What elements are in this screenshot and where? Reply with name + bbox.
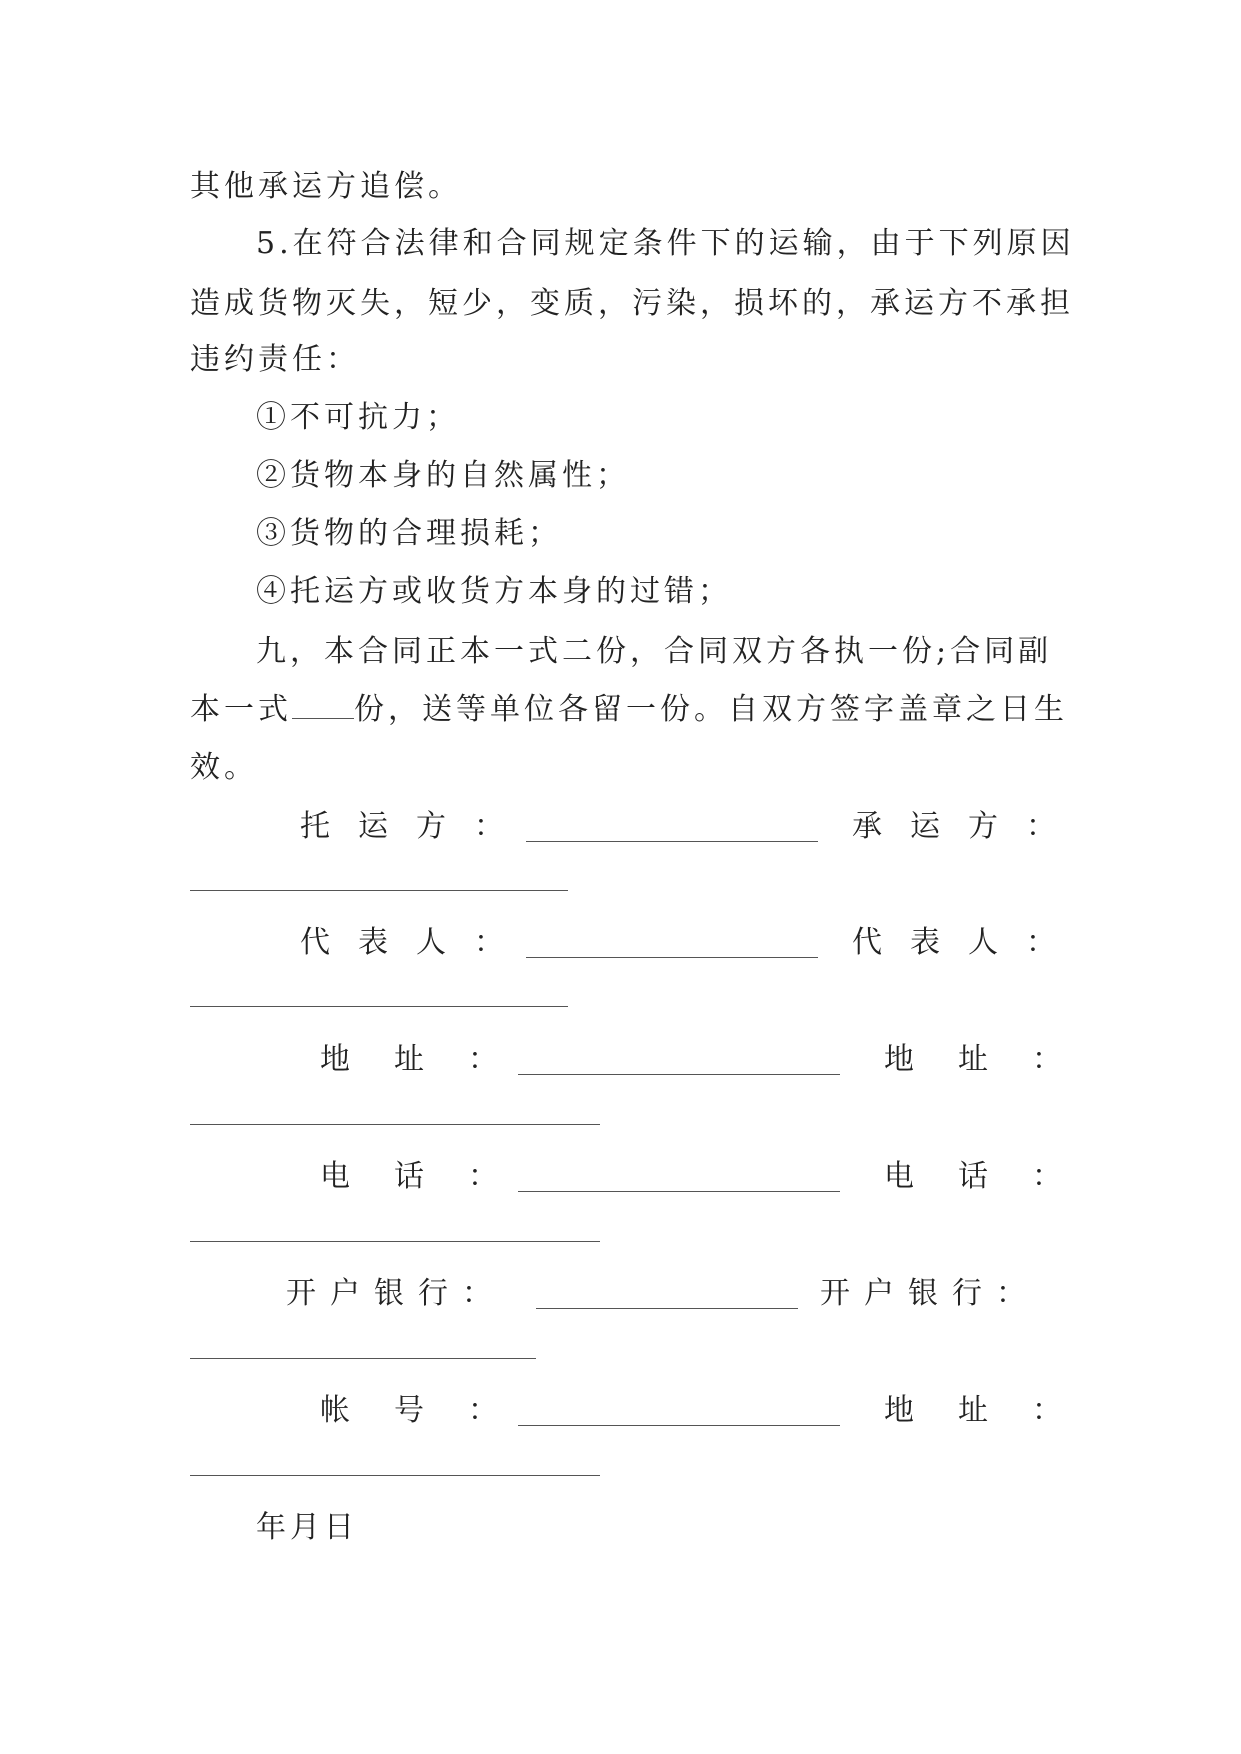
carrier-address-label: 地址： bbox=[884, 1042, 1106, 1077]
paragraph-text: 份，送等单位各留一份。自双方签字盖章之日生 bbox=[354, 692, 1068, 727]
paragraph-line: 5.在符合法律和合同规定条件下的运输，由于下列原因 bbox=[256, 226, 1075, 261]
shipper-bank-blank bbox=[536, 1308, 798, 1309]
signature-row-address bbox=[190, 1040, 1106, 1080]
shipper-phone-blank bbox=[518, 1191, 840, 1192]
date-line: 年月日 bbox=[256, 1510, 358, 1545]
paragraph-line: 造成货物灭失，短少，变质，污染，损坏的，承运方不承担 bbox=[190, 286, 1074, 321]
shipper-representative-label: 代表人： bbox=[300, 925, 532, 960]
signature-row-bank bbox=[190, 1274, 1052, 1314]
carrier-blank bbox=[190, 890, 568, 891]
paragraph-line bbox=[190, 690, 1068, 730]
shipper-account-blank bbox=[518, 1425, 840, 1426]
paragraph-line: 其他承运方追偿。 bbox=[190, 169, 462, 204]
signature-row-shipper bbox=[190, 807, 1084, 847]
shipper-label: 托运方： bbox=[300, 809, 532, 844]
signature-row-representative bbox=[190, 923, 1084, 963]
carrier-address-blank bbox=[190, 1124, 600, 1125]
paragraph-line: 违约责任： bbox=[190, 342, 360, 377]
carrier-phone-label: 电话： bbox=[884, 1159, 1106, 1194]
signature-row-phone bbox=[190, 1157, 1106, 1197]
paragraph-line: 效。 bbox=[190, 750, 258, 785]
list-item: ③货物的合理损耗； bbox=[256, 516, 562, 551]
shipper-blank bbox=[526, 841, 818, 842]
carrier-address-blank-2 bbox=[190, 1475, 600, 1476]
paragraph-text: 本一式 bbox=[190, 692, 292, 727]
signature-row-account bbox=[190, 1391, 1106, 1431]
shipper-account-label: 帐号： bbox=[320, 1393, 542, 1428]
carrier-address-label-2: 地址： bbox=[884, 1393, 1106, 1428]
shipper-representative-blank bbox=[526, 957, 818, 958]
list-item: ④托运方或收货方本身的过错； bbox=[256, 574, 732, 609]
list-item: ②货物本身的自然属性； bbox=[256, 458, 630, 493]
shipper-phone-label: 电话： bbox=[320, 1159, 542, 1194]
carrier-bank-blank bbox=[190, 1358, 536, 1359]
carrier-label: 承运方： bbox=[852, 809, 1084, 844]
carrier-bank-label: 开户银行： bbox=[820, 1276, 1040, 1311]
carrier-representative-blank bbox=[190, 1006, 568, 1007]
carrier-representative-label: 代表人： bbox=[852, 925, 1084, 960]
paragraph-line: 九，本合同正本一式二份，合同双方各执一份;合同副 bbox=[256, 634, 1053, 669]
carrier-phone-blank bbox=[190, 1241, 600, 1242]
shipper-address-label: 地址： bbox=[320, 1042, 542, 1077]
shipper-address-blank bbox=[518, 1074, 840, 1075]
shipper-bank-label: 开户银行： bbox=[286, 1276, 506, 1311]
list-item: ①不可抗力； bbox=[256, 400, 460, 435]
copies-blank bbox=[292, 692, 354, 719]
